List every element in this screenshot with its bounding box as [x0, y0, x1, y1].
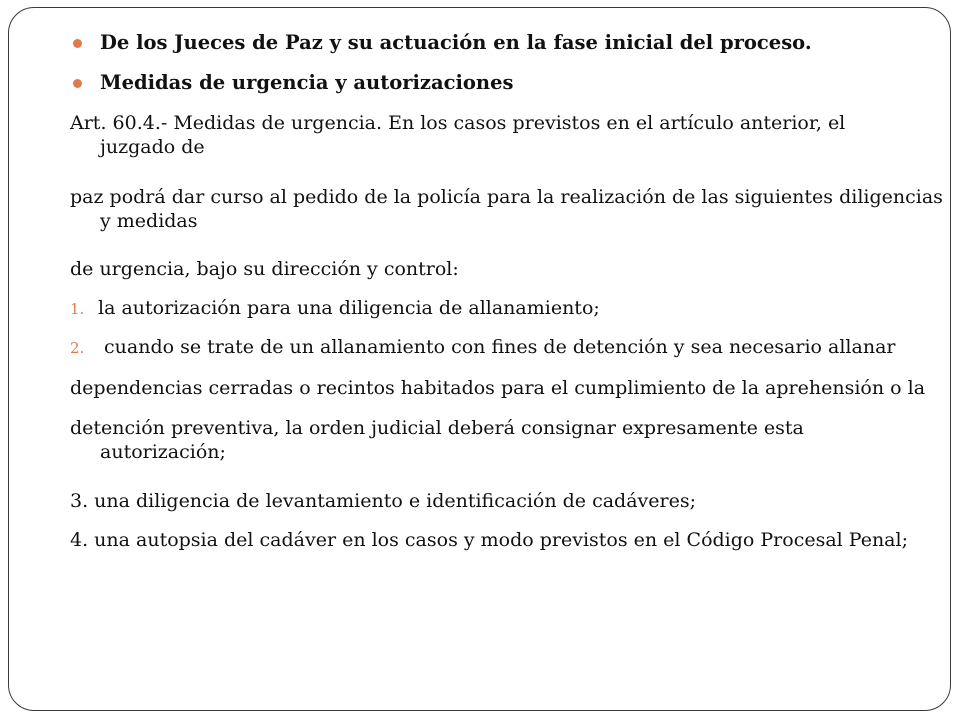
- list-number: 2.: [70, 339, 85, 357]
- paragraph-urgencia: [70, 257, 459, 281]
- bullet-dot-icon: [73, 39, 82, 48]
- paragraph-line: 4. una autopsia del cadáver en los casos y modo previstos en el Código Procesal Penal;: [70, 529, 908, 551]
- paragraph-item-4: [70, 528, 908, 552]
- paragraph-line-continuation: juzgado de: [100, 136, 205, 158]
- paragraph-line: dependencias cerradas o recintos habitados para el cumplimiento de la aprehensión o la: [70, 377, 926, 399]
- list-item-1: [70, 296, 600, 321]
- paragraph-line-continuation: autorización;: [100, 441, 226, 463]
- paragraph-article: [70, 111, 845, 159]
- paragraph-item-3: [70, 489, 696, 513]
- bullet-dot-icon: [73, 79, 82, 88]
- paragraph-line: paz podrá dar curso al pedido de la policía para la realización de las siguientes diligencias: [70, 186, 943, 208]
- paragraph-line: Art. 60.4.- Medidas de urgencia. En los casos previstos en el artículo anterior, el: [70, 112, 846, 134]
- paragraph-line: detención preventiva, la orden judicial deberá consignar expresamente esta: [70, 417, 804, 439]
- paragraph-dependencias: [70, 376, 925, 400]
- list-item-2: [70, 335, 895, 360]
- paragraph-line: 3. una diligencia de levantamiento e identificación de cadáveres;: [70, 490, 696, 512]
- bullet-heading-1: De los Jueces de Paz y su actuación en la fase inicial del proceso.: [100, 31, 812, 54]
- bullet-heading-2: Medidas de urgencia y autorizaciones: [100, 71, 514, 94]
- paragraph-line-continuation: y medidas: [100, 210, 198, 232]
- paragraph-diligencias: [70, 185, 943, 233]
- list-number: 1.: [70, 300, 85, 318]
- list-item-text: la autorización para una diligencia de allanamiento;: [98, 297, 600, 319]
- list-item-text: cuando se trate de un allanamiento con fines de detención y sea necesario allanar: [104, 336, 896, 358]
- paragraph-detencion: [70, 416, 804, 464]
- paragraph-line: de urgencia, bajo su dirección y control:: [70, 258, 459, 280]
